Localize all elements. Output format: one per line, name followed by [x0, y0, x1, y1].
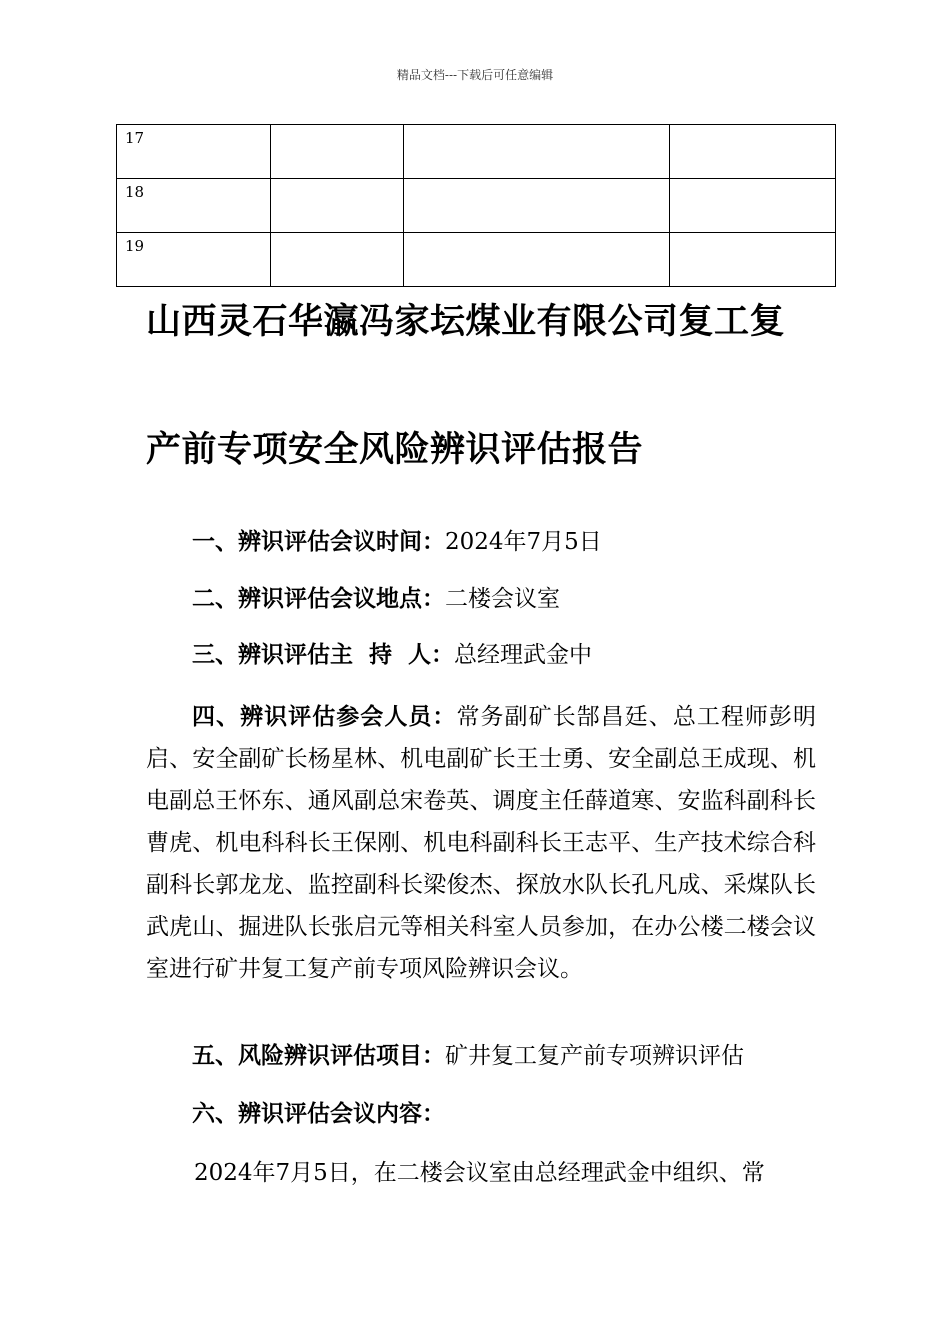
attendees-paragraph — [146, 696, 816, 990]
row-number: 17 — [125, 129, 145, 147]
row-number: 19 — [125, 237, 145, 255]
meeting-host — [146, 633, 862, 678]
meeting-place — [146, 577, 862, 622]
meeting-host-value: 总经理武金中 — [454, 642, 593, 668]
report-title-line-2: 产前专项安全风险辨识评估报告 — [146, 430, 644, 470]
header-note: 精品文档---下载后可任意编辑 — [396, 68, 554, 82]
table-cell — [271, 125, 404, 179]
assessment-project — [146, 1034, 862, 1079]
table-row — [117, 179, 836, 233]
meeting-time-label: 一、辨识评估会议时间： — [192, 529, 445, 555]
table-cell — [404, 233, 670, 287]
signature-table — [116, 124, 836, 287]
meeting-content-label: 六、辨识评估会议内容： — [192, 1101, 445, 1127]
table-cell — [670, 233, 836, 287]
body-paragraph-start: 2024年7月5日，在二楼会议室由总经理武金中组织、常 — [194, 1160, 765, 1186]
table-cell — [404, 179, 670, 233]
row-number: 18 — [125, 183, 145, 201]
assessment-project-label: 五、风险辨识评估项目： — [192, 1043, 445, 1069]
meeting-host-label: 三、辨识评估主 持 人： — [192, 642, 455, 668]
attendees-value: 常务副矿长郜昌廷、总工程师彭明启、安全副矿长杨星林、机电副矿长王士勇、安全副总王成现、机电副总王怀东、通风副总宋卷英、调度主任薛道寒、安监科副科长曹虎、机电科科长王保刚、机电科副科长王志平、生产技术综合科副科长郭龙龙、监控副科长梁俊杰、探放水队长孔凡成、采煤队长武虎山、掘进队长张启元等相关科室人员参加，在办公楼二楼会议室进行矿井复工复产前专项风险辨识会议。 — [146, 704, 817, 982]
assessment-project-value: 矿井复工复产前专项辨识评估 — [445, 1043, 744, 1069]
meeting-place-label: 二、辨识评估会议地点： — [192, 586, 445, 612]
attendees-label: 四、辨识评估参会人员： — [192, 704, 457, 730]
table-cell — [117, 179, 271, 233]
meeting-place-value: 二楼会议室 — [445, 586, 560, 612]
table-cell — [117, 125, 271, 179]
table-row — [117, 125, 836, 179]
table-row — [117, 233, 836, 287]
table-cell — [670, 125, 836, 179]
table-cell — [271, 179, 404, 233]
meeting-time-value: 2024年7月5日 — [445, 529, 602, 555]
table-cell — [404, 125, 670, 179]
meeting-time — [146, 520, 862, 565]
table-cell — [271, 233, 404, 287]
table-cell — [117, 233, 271, 287]
report-title-line-1: 山西灵石华瀛冯家坛煤业有限公司复工复 — [146, 302, 786, 342]
table-cell — [670, 179, 836, 233]
meeting-content — [146, 1092, 862, 1137]
